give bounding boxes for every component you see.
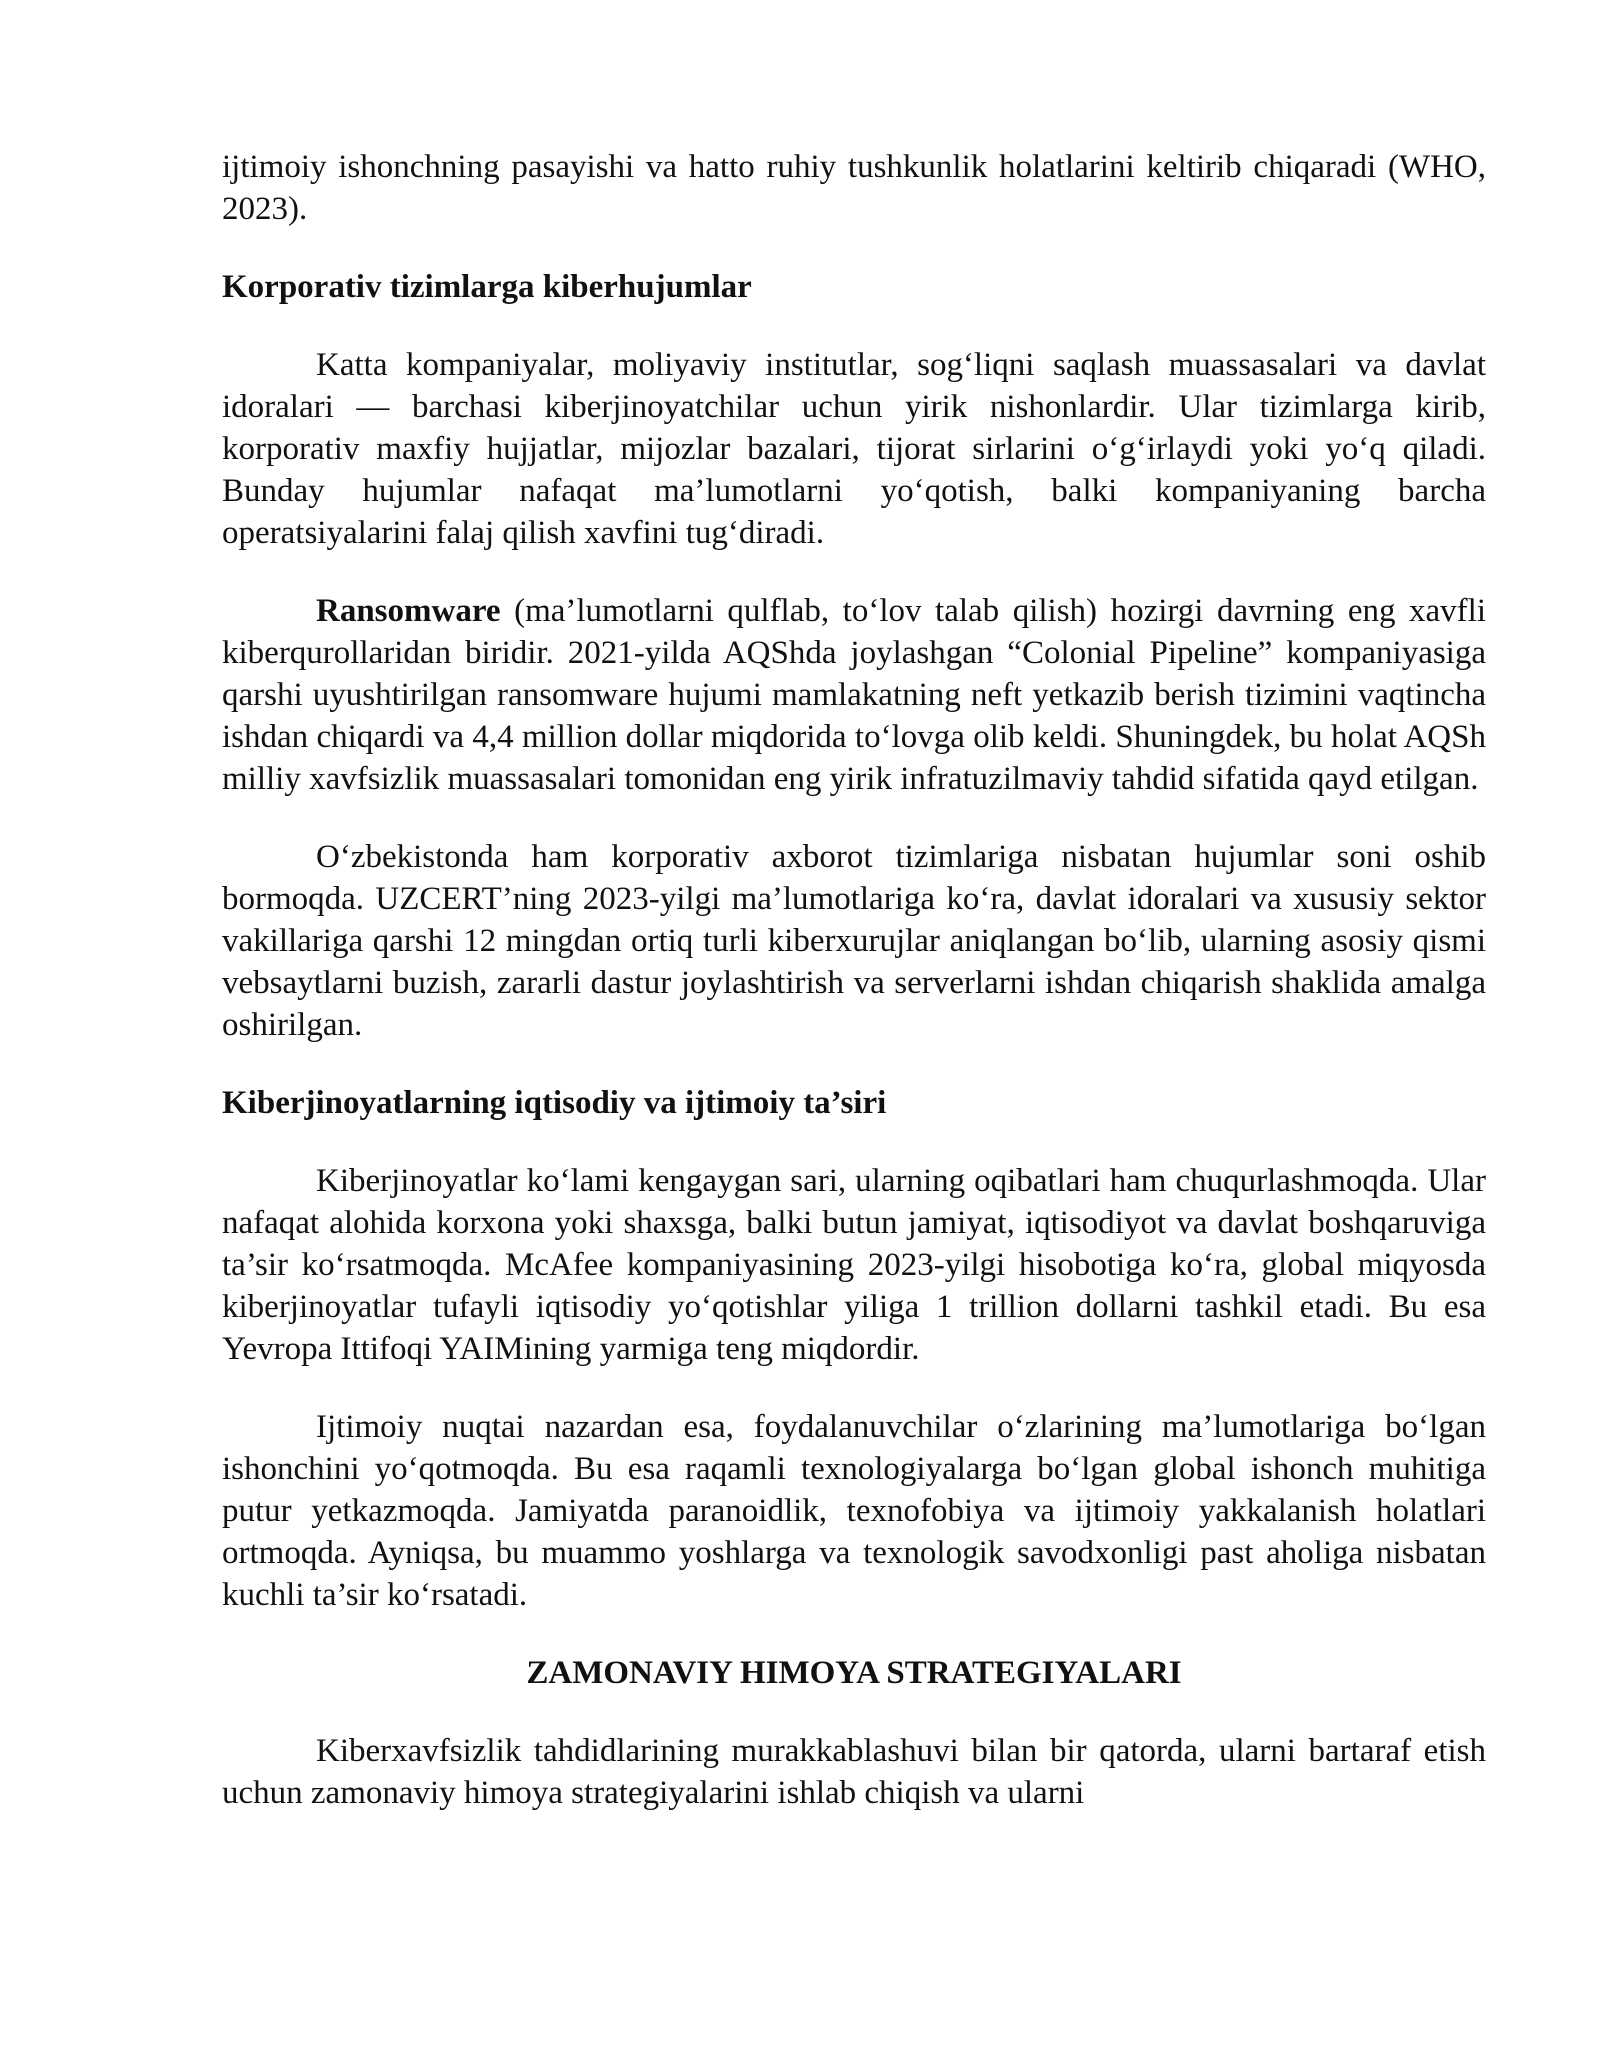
document-page [222, 146, 1486, 1850]
section-heading-corporate-attacks: Korporativ tizimlarga kiberhujumlar [222, 269, 752, 305]
paragraph-ransomware [222, 590, 1486, 800]
paragraph-economic-impact: Kiberjinoyatlar ko‘lami kengaygan sari, ularning oqibatlari ham chuqurlashmoqda. Ular nafaqat alohida korxona yoki shaxsga, balki butun jamiyat, iqtisodiyot va davlat boshqaruviga ta’sir ko‘rsatmoqda. McAfee kompaniyasining 2023-yilgi hisobotiga ko‘ra, global miqyosda kiberjinoyatlar tufayli iqtisodiy yo‘qotishlar yiliga 1 trillion dollarni tashkil etadi. Bu esa Yevropa Ittifoqi YAIMining yarmiga teng miqdordir. [222, 1163, 1486, 1367]
paragraph-uzbekistan-attacks: O‘zbekistonda ham korporativ axborot tizimlariga nisbatan hujumlar soni oshib bormoqda. UZCERT’ning 2023-yilgi ma’lumotlariga ko‘ra, davlat idoralari va xususiy sektor vakillariga qarshi 12 mingdan ortiq turli kiberxurujlar aniqlangan bo‘lib, ularning asosiy qismi vebsaytlarni buzish, zararli dastur joylashtirish va serverlarni ishdan chiqarish shaklida amalga oshirilgan. [222, 839, 1486, 1043]
paragraph-cybersecurity-strategies: Kiberxavfsizlik tahdidlarining murakkablashuvi bilan bir qatorda, ularni bartaraf etish uchun zamonaviy himoya strategiyalarini ishlab chiqish va ularni [222, 1733, 1486, 1811]
paragraph-who-citation: ijtimoiy ishonchning pasayishi va hatto ruhiy tushkunlik holatlarini keltirib chiqaradi (WHO, 2023). [222, 149, 1486, 227]
ransomware-text: (ma’lumotlarni qulflab, to‘lov talab qilish) hozirgi davrning eng xavfli kiberqurollaridan biridir. 2021-yilda AQShda joylashgan “Colonial Pipeline” kompaniyasiga qarshi uyushtirilgan ransomware hujumi mamlakatning neft yetkazib berish tizimini vaqtincha ishdan chiqardi va 4,4 million dollar miqdorida to‘lovga olib keldi. Shuningdek, bu holat AQSh milliy xavfsizlik muassasalari tomonidan eng yirik infratuzilmaviy tahdid sifatida qayd etilgan. [222, 593, 1486, 797]
chapter-heading-modern-protection: ZAMONAVIY HIMOYA STRATEGIYALARI [526, 1655, 1182, 1691]
section-heading-economic-social-impact: Kiberjinoyatlarning iqtisodiy va ijtimoiy ta’siri [222, 1085, 887, 1121]
paragraph-large-companies: Katta kompaniyalar, moliyaviy institutlar, sog‘liqni saqlash muassasalari va davlat idoralari — barchasi kiberjinoyatchilar uchun yirik nishonlardir. Ular tizimlarga kirib, korporativ maxfiy hujjatlar, mijozlar bazalari, tijorat sirlarini o‘g‘irlaydi yoki yo‘q qiladi. Bunday hujumlar nafaqat ma’lumotlarni yo‘qotish, balki kompaniyaning barcha operatsiyalarini falaj qilish xavfini tug‘diradi. [222, 347, 1486, 551]
ransomware-term: Ransomware [316, 593, 501, 629]
paragraph-social-impact: Ijtimoiy nuqtai nazardan esa, foydalanuvchilar o‘zlarining ma’lumotlariga bo‘lgan ishonchini yo‘qotmoqda. Bu esa raqamli texnologiyalarga bo‘lgan global ishonch muhitiga putur yetkazmoqda. Jamiyatda paranoidlik, texnofobiya va ijtimoiy yakkalanish holatlari ortmoqda. Ayniqsa, bu muammo yoshlarga va texnologik savodxonligi past aholiga nisbatan kuchli ta’sir ko‘rsatadi. [222, 1409, 1486, 1613]
